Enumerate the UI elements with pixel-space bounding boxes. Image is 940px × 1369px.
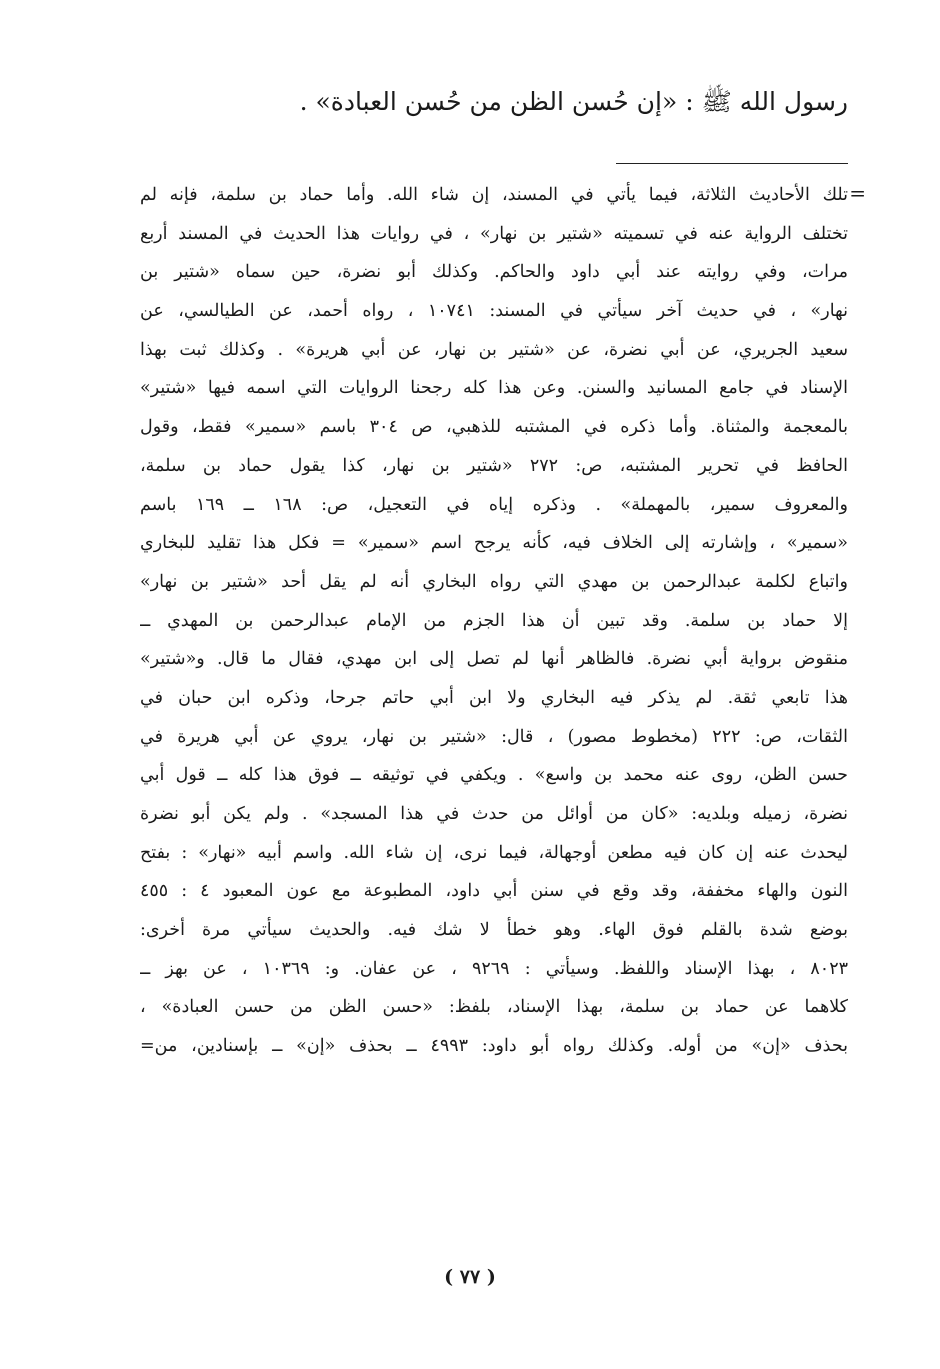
footnote-line: الحافظ في تحرير المشتبه، ص: ٢٧٢ «شتير بن نهار، كذا يقول حماد بن سلمة، (140, 455, 848, 476)
footnote-line: بالمعجمة والمثناة. وأما ذكره في المشتبه للذهبي، ص ٣٠٤ باسم «سمير» فقط، وقول (140, 417, 848, 438)
footnote-line: كلاهما عن حماد بن سلمة، بهذا الإسناد، بلفظ: «حسن الظن من حسن العبادة» ، (140, 997, 848, 1018)
footnote-line: إلا حماد بن سلمة. وقد تبين أن هذا الجزم من الإمام عبدالرحمن بن المهدي ــ (140, 610, 848, 631)
main-text-line: رسول الله ﷺ : «إن حُسن الظن من حُسن العبادة» . (299, 87, 848, 116)
footnote-line: حسن الظن، روى عنه محمد بن واسع» . ويكفي في توثيقه ــ فوق هذا كله ــ قول أبي (140, 765, 848, 786)
footnote-line: تختلف الرواية عنه في تسميته «شتير بن نهار» ، في روايات هذا الحديث في المسند أربع (140, 223, 848, 244)
footnote-line: الإسناد في جامع المسانيد والسنن. وعن هذا كله رجحنا الروايات التي اسمه فيها «شتير» (140, 378, 848, 399)
footnote-line: الثقات، ص: ٢٢٢ (مخطوط مصور) ، قال: «شتير بن نهار، يروي عن أبي هريرة في (140, 726, 848, 747)
footnote-line: بحذف «إن» من أوله. وكذلك رواه أبو داود: ٤٩٩٣ ــ بحذف «إن» ــ بإسنادين، من= (140, 1036, 848, 1057)
footnote-line: هذا تابعي ثقة. لم يذكر فيه البخاري ولا ابن أبي حاتم جرحا، وذكره ابن حبان في (140, 687, 848, 708)
continuation-mark: = (849, 181, 866, 205)
footnote-line: والمعروف سمير، بالمهملة» . وذكره إياه في التعجيل، ص: ١٦٨ ــ ١٦٩ باسم (140, 494, 848, 515)
footnote-separator (616, 163, 848, 164)
footnote-line: «سمير» ، وإشارته إلى الخلاف فيه، كأنه يرجح اسم «سمير» = فكل هذا تقليد للبخاري (140, 533, 848, 554)
footnote-line: منقوض برواية أبي نضرة. فالظاهر أنها لم تصل إلى ابن مهدي، فقال ما قال. و«شتير» (140, 649, 848, 670)
footnote-line: مرات، وفي روايته عند أبي داود والحاكم. وكذلك أبو نضرة، حين سماه «شتير بن (140, 262, 848, 283)
footnote-line: بوضع شدة بالقلم فوق الهاء. وهو خطأ لا شك فيه. والحديث سيأتي مرة أخرى: (140, 920, 848, 941)
footnote-line: النون والهاء مخففة، وقد وقع في سنن أبي داود، المطبوعة مع عون المعبود ٤ : ٤٥٥ (140, 881, 848, 902)
footnote-line: واتباع لكلمة عبدالرحمن بن مهدي التي رواه البخاري أنه لم يقل أحد «شتير بن نهار» (140, 571, 848, 592)
page-number: ( ٧٧ ) (444, 1266, 496, 1288)
footnote-line: ٨٠٢٣ ، بهذا الإسناد واللفظ. وسيأتي : ٩٢٦٩ ، عن عفان. و: ١٠٣٦٩ ، عن بهز ــ (140, 958, 848, 979)
footnote-line: نضرة، زميله وبلديه: «كان من أوائل من حدث في هذا المسجد» . ولم يكن أبو نضرة (140, 804, 848, 824)
footnote-line: ليحدث عنه إن كان فيه مطعن أوجهالة، فيما نرى، إن شاء الله. واسم أبيه «نهار» : بفتح (140, 842, 848, 863)
footnote-line: تلك الأحاديث الثلاثة، فيما يأتي في المسند، إن شاء الله. وأما حماد بن سلمة، فإنه لم (140, 185, 848, 205)
footnote-line: سعيد الجريري، عن أبي نضرة، عن «شتير بن نهار، عن أبي هريرة» . وكذلك ثبت بهذا (140, 339, 848, 360)
footnote-block (140, 176, 848, 1066)
footnote-line: نهار» ، في حديث آخر سيأتي في المسند: ١٠٧٤١ ، رواه أحمد، عن الطيالسي، عن (140, 301, 848, 322)
